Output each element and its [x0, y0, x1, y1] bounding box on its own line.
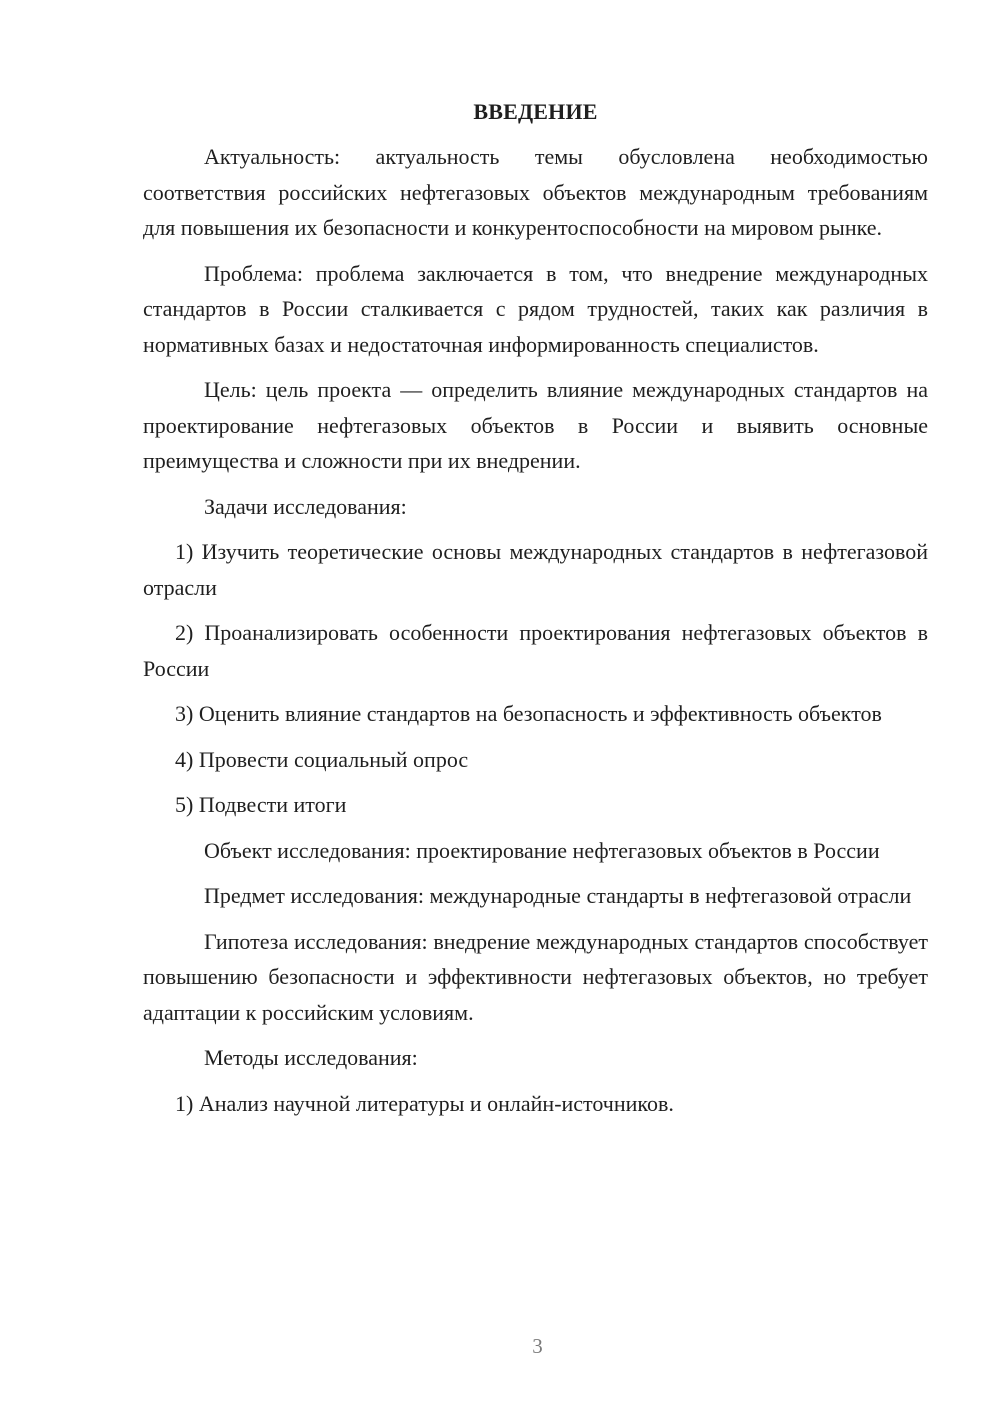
page-number: 3 [532, 1334, 543, 1358]
task-item: 5) Подвести итоги [175, 792, 347, 817]
task-item: 4) Провести социальный опрос [175, 746, 469, 772]
hypothesis-paragraph: Гипотеза исследования: внедрение международных стандартов способствует повышению безопасности и эффективности нефтегазовых объектов, но требует адаптации к российским условиям. [143, 928, 928, 1025]
research-subject-paragraph: Предмет исследования: международные стандарты в нефтегазовой отрасли [204, 883, 912, 908]
task-item: 1) Изучить теоретические основы международных стандартов в нефтегазовой отрасли [143, 539, 928, 600]
tasks-heading: Задачи исследования: [204, 493, 407, 519]
task-item: 2) Проанализировать особенности проектирования нефтегазовых объектов в России [143, 620, 928, 681]
section-title: ВВЕДЕНИЕ [473, 99, 598, 124]
methods-heading: Методы исследования: [204, 1045, 418, 1070]
relevance-paragraph: Актуальность: актуальность темы обусловлена необходимостью соответствия российских нефтегазовых объектов международным требованиям для повышения их безопасности и конкурентоспособности на мировом рынке. [143, 144, 928, 240]
research-object-paragraph: Объект исследования: проектирование нефтегазовых объектов в России [204, 837, 880, 863]
goal-paragraph: Цель: цель проекта — определить влияние международных стандартов на проектирование нефтегазовых объектов в России и выявить основные преимущества и сложности при их внедрении. [143, 377, 928, 473]
task-item: 3) Оценить влияние стандартов на безопасность и эффективность объектов [175, 701, 882, 726]
method-item: 1) Анализ научной литературы и онлайн-источников. [175, 1090, 674, 1116]
problem-paragraph: Проблема: проблема заключается в том, что внедрение международных стандартов в России сталкивается с рядом трудностей, таких как различия в нормативных базах и недостаточная информированность специалистов. [143, 260, 928, 357]
page-content [143, 94, 928, 1131]
